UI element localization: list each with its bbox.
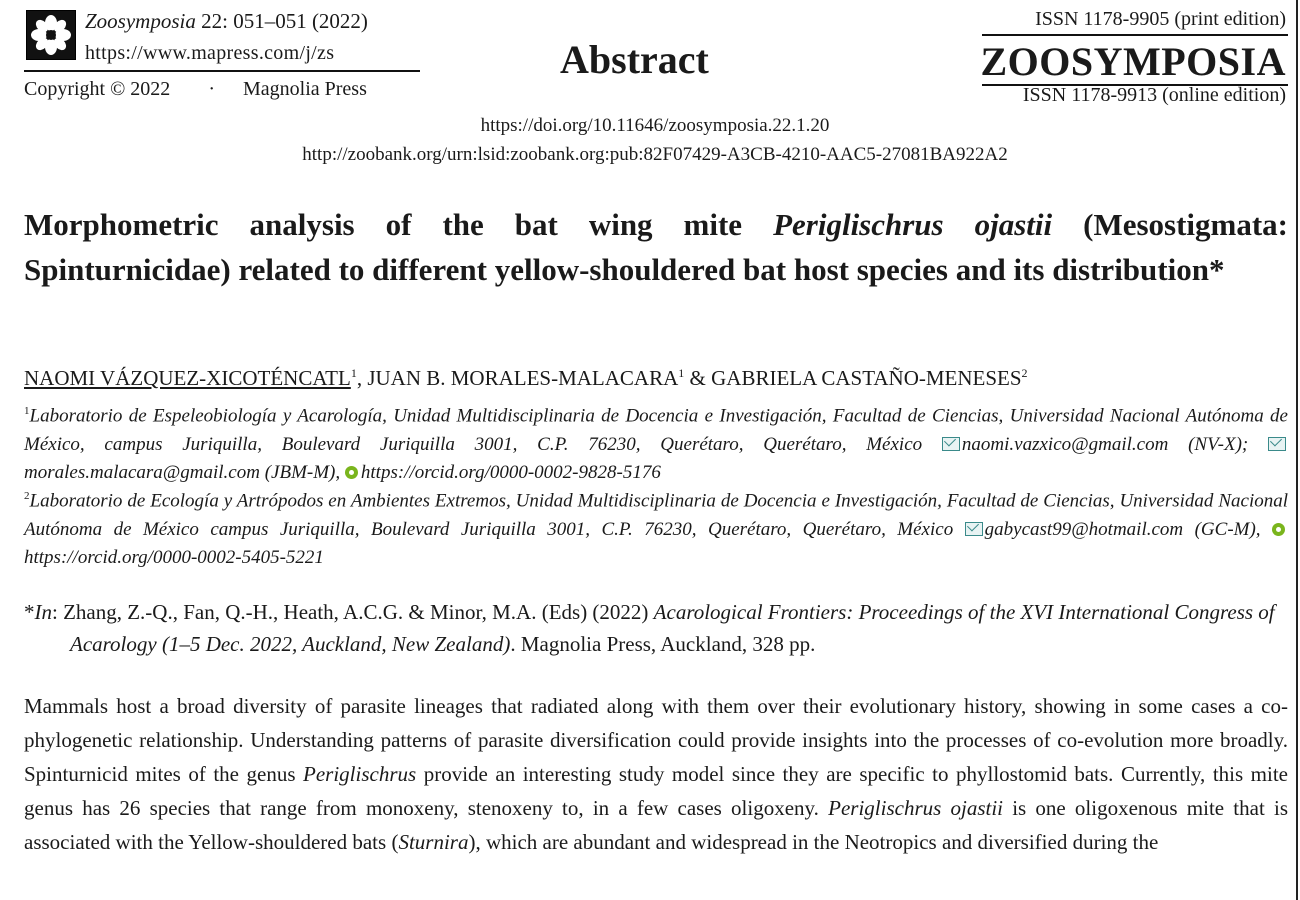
author1-affil-sup: 1 <box>350 366 357 380</box>
email-link-3[interactable]: gabycast99@hotmail.com (GC-M), <box>984 518 1273 540</box>
copyright-text: Copyright © 2022 <box>24 78 171 100</box>
orcid-icon <box>1272 523 1285 536</box>
note-proceedings-title: Acarological Frontiers: Proceedings of the XVI International Congress of Acarology (1–5 Dec. 2022, Auckland, New Zealand) <box>70 600 1275 656</box>
title-part1: Morphometric analysis of the bat wing mite <box>24 207 774 242</box>
orcid-link-2[interactable]: https://orcid.org/0000-0002-5405-5221 <box>24 547 324 569</box>
journal-name: Zoosymposia <box>85 9 196 33</box>
note-asterisk: * <box>24 600 35 624</box>
zoobank-link[interactable]: http://zoobank.org/urn:lsid:zoobank.org:pub:82F07429-A3CB-4210-AAC5-27081BA922A2 <box>302 144 1008 165</box>
journal-logo <box>26 10 76 60</box>
affiliation-1 <box>24 397 1288 488</box>
body-genus-2: Sturnira <box>398 830 469 854</box>
title-species: Periglischrus ojastii <box>773 207 1053 242</box>
header-rule-right-top <box>982 34 1288 36</box>
email-icon <box>965 522 983 536</box>
author2-affil-sup: 1 <box>678 366 685 380</box>
title-part2: (Mesostigmata: Spinturnicidae) related to different yellow-shouldered bat host species and its distribution* <box>24 207 1288 287</box>
author3-affil-sup: 2 <box>1021 366 1028 380</box>
section-label: Abstract <box>560 37 709 82</box>
affil1-sup: 1 <box>24 405 30 417</box>
journal-url[interactable]: https://www.mapress.com/j/zs <box>85 42 335 64</box>
issn-print: ISSN 1178-9905 (print edition) <box>1035 8 1286 30</box>
author-corresponding[interactable]: NAOMI VÁZQUEZ-XICOTÉNCATL <box>24 366 351 390</box>
journal-citation <box>85 9 368 34</box>
header-rule-left <box>24 70 420 72</box>
body-sentence-3: is one oligoxenous mite that is associated with the Yellow-shouldered bats ( <box>24 796 1288 854</box>
note-editors: : Zhang, Z.-Q., Fan, Q.-H., Heath, A.C.G. & Minor, M.A. (Eds) (2022) <box>52 600 654 624</box>
affil1-text: Laboratorio de Espeleobiología y Acarología, Unidad Multidisciplinaria de Docencia e Investigación, Facultad de Ciencias, Universidad Nacional Autónoma de México, campus Juriquilla, Boulevard Juriquilla 3001, C.P. 76230, Querétaro, Querétaro, México <box>24 405 1288 455</box>
author2: , JUAN B. MORALES-MALACARA <box>356 366 679 390</box>
email-icon <box>942 437 960 451</box>
orcid-link-1[interactable]: https://orcid.org/0000-0002-9828-5176 <box>360 462 661 484</box>
affiliation-2 <box>24 482 1288 573</box>
orcid-icon <box>345 466 358 479</box>
note-in-label: In <box>34 600 52 624</box>
abstract-body <box>24 689 1288 859</box>
author3: & GABRIELA CASTAÑO-MENESES <box>684 366 1022 390</box>
paper-title <box>24 202 1288 292</box>
email-link-2[interactable]: morales.malacara@gmail.com (JBM-M), <box>24 462 345 484</box>
separator-dot: · <box>208 78 215 100</box>
author-list <box>24 366 1028 391</box>
journal-issue: 22: 051–051 (2022) <box>195 9 368 33</box>
body-genus-1: Periglischrus <box>303 762 417 786</box>
note-publisher: . Magnolia Press, Auckland, 328 pp. <box>510 632 816 656</box>
copyright-line <box>24 78 367 101</box>
journal-brand: ZOOSYMPOSIA <box>980 39 1286 84</box>
doi-link[interactable]: https://doi.org/10.11646/zoosymposia.22.1.20 <box>480 115 830 136</box>
issn-online: ISSN 1178-9913 (online edition) <box>1022 84 1286 106</box>
affil2-sup: 2 <box>24 490 30 502</box>
affil2-text: Laboratorio de Ecología y Artrópodos en Ambientes Extremos, Unidad Multidisciplinaria de Docencia e Investigación, Facultad de Ciencias, Universidad Nacional Autónoma de México campus Juriquilla, Boulevard Juriquilla 3001, C.P. 76230, Querétaro, Querétaro, México <box>24 490 1288 540</box>
email-icon <box>1268 437 1286 451</box>
publisher-name: Magnolia Press <box>242 78 367 100</box>
body-sentence-2: provide an interesting study model since they are specific to phyllostomid bats. Currently, this mite genus has 26 species that range from monoxeny, stenoxeny to, in a few cases oligoxeny. <box>24 762 1288 820</box>
body-sentence-1: Mammals host a broad diversity of parasite lineages that radiated along with them over their evolutionary history, showing in some cases a co-phylogenetic relationship. Understanding patterns of parasite diversification could provide insights into the processes of co-evolution more broadly. Spinturnicid mites of the genus <box>24 694 1288 786</box>
page-edge <box>1296 0 1298 900</box>
body-species-1: Periglischrus ojastii <box>828 796 1003 820</box>
body-sentence-4: ), which are abundant and widespread in the Neotropics and diversified during the <box>468 830 1159 854</box>
proceedings-note <box>24 596 1288 660</box>
email-link-1[interactable]: naomi.vazxico@gmail.com (NV-X); <box>961 433 1268 455</box>
flower-logo-icon <box>27 11 75 59</box>
